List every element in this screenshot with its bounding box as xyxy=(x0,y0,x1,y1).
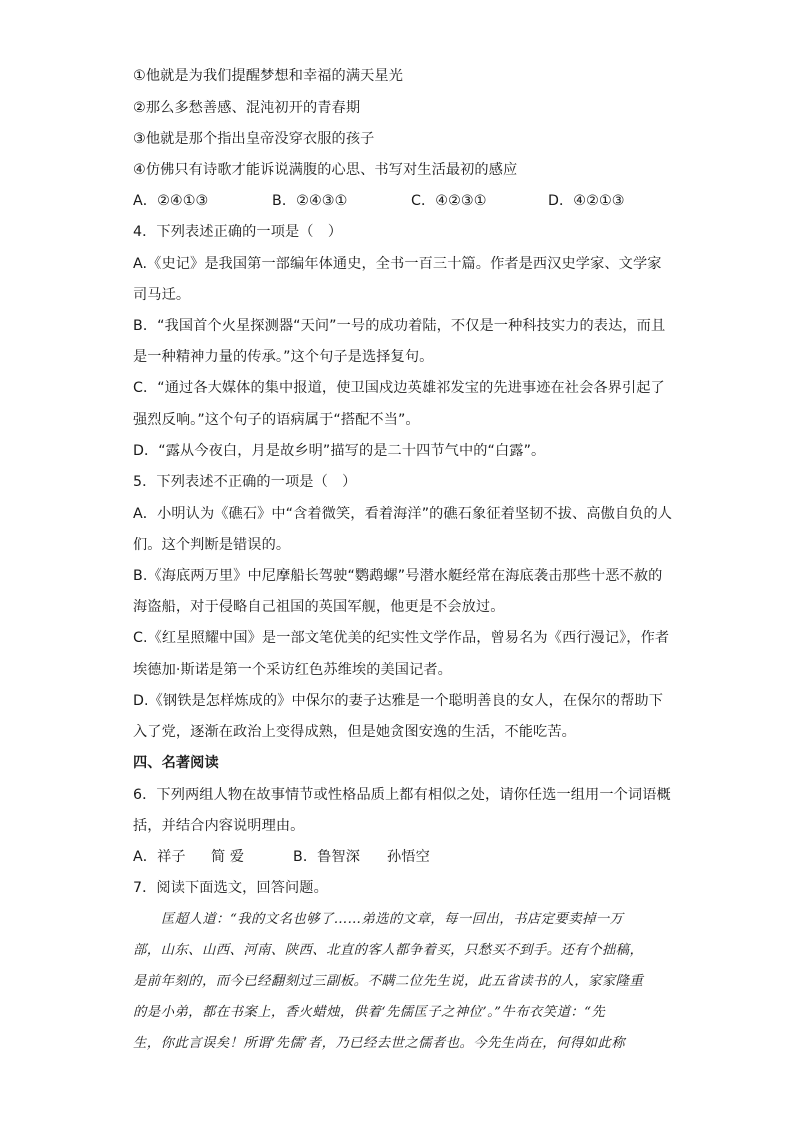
excerpt-line-4: 的是小弟，都在书案上，香火蜡烛，供着‘先儒匡子之神位’。”牛布衣笑道：“先 xyxy=(133,1005,606,1020)
q6-line1: 6．下列两组人物在故事情节或性格品质上都有相似之处，请你任选一组用一个词语概 xyxy=(133,787,671,803)
section-title: 四、名著阅读 xyxy=(133,755,219,771)
q5-option-c-line1: C.《红星照耀中国》是一部文笔优美的纪实性文学作品，曾易名为《西行漫记》，作者 xyxy=(133,630,670,646)
q6-option-b-name: 孙悟空 xyxy=(387,849,430,865)
sentence-1: ①他就是为我们提醒梦想和幸福的满天星光 xyxy=(133,68,403,84)
q5-option-b-line2: 海盗船，对于侵略自己祖国的英国军舰，他更是不会放过。 xyxy=(133,599,505,615)
q6-option-a-name: 简 爱 xyxy=(211,849,245,865)
q4-option-a-line2: 司马迁。 xyxy=(133,287,191,303)
q5-option-a-line1: A．小明认为《礁石》中“含着微笑，看着海洋”的礁石象征着坚韧不拔、高傲自负的人 xyxy=(133,506,673,522)
excerpt-line-5: 生，你此言误矣！所谓‘先儒’者，乃已经去世之儒者也。今先生尚在，何得如此称 xyxy=(133,1036,625,1051)
excerpt-line-1: 匡超人道：“我的文名也够了……弟选的文章，每一回出，书店定要卖掉一万 xyxy=(161,912,624,927)
excerpt-line-2: 部，山东、山西、河南、陕西、北直的客人都争着买，只愁买不到手。还有个拙稿， xyxy=(133,943,644,958)
q5-option-c-line2: 埃德加·斯诺是第一个采访红色苏维埃的美国记者。 xyxy=(133,662,452,678)
q3-option-b: B．②④③① xyxy=(272,193,348,209)
q4-option-c-line2: 强烈反响。”这个句子的语病属于“搭配不当”。 xyxy=(133,412,420,428)
q3-options xyxy=(133,191,625,211)
q3-option-d: D．④②①③ xyxy=(548,193,625,209)
q3-option-a: A．②④①③ xyxy=(133,193,209,209)
excerpt-line-3: 是前年刻的，而今已经翻刻过三副板。不瞒二位先生说，此五省读书的人，家家隆重 xyxy=(133,974,644,989)
q4-option-b-line2: 是一种精神力量的传承。”这个句子是选择复句。 xyxy=(133,349,434,365)
sentence-4: ④仿佛只有诗歌才能诉说满腹的心思、书写对生活最初的感应 xyxy=(133,162,518,178)
q7-stem: 7．阅读下面选文，回答问题。 xyxy=(133,880,328,896)
q3-option-c: C．④②③① xyxy=(411,193,487,209)
q6-line2: 括，并结合内容说明理由。 xyxy=(133,818,305,834)
q4-option-b-line1: B．“我国首个火星探测器“天问”一号的成功着陆，不仅是一种科技实力的表达，而且 xyxy=(133,318,666,334)
q5-option-d-line2: 入了党，逐渐在政治上变得成熟，但是她贪图安逸的生活，不能吃苦。 xyxy=(133,724,576,740)
q6-option-a-label: A．祥子 xyxy=(133,849,186,865)
q6-option-b-label: B．鲁智深 xyxy=(293,849,360,865)
q4-option-a-line1: A.《史记》是我国第一部编年体通史，全书一百三十篇。作者是西汉史学家、文学家 xyxy=(133,256,662,272)
sentence-3: ③他就是那个指出皇帝没穿衣服的孩子 xyxy=(133,131,375,147)
q4-option-c-line1: C．“通过各大媒体的集中报道，使卫国戍边英雄祁发宝的先进事迹在社会各界引起了 xyxy=(133,380,665,396)
q4-stem: 4．下列表述正确的一项是（ ） xyxy=(133,224,343,240)
q5-option-b-line1: B.《海底两万里》中尼摩船长驾驶“鹦鹉螺”号潜水艇经常在海底袭击那些十恶不赦的 xyxy=(133,568,663,584)
q5-option-d-line1: D.《钢铁是怎样炼成的》中保尔的妻子达雅是一个聪明善良的女人，在保尔的帮助下 xyxy=(133,693,663,709)
q5-stem: 5．下列表述不正确的一项是（ ） xyxy=(133,474,357,490)
q4-option-d: D．“露从今夜白，月是故乡明”描写的是二十四节气中的“白露”。 xyxy=(133,443,546,459)
q5-option-a-line2: 们。这个判断是错误的。 xyxy=(133,537,291,553)
sentence-2: ②那么多愁善感、混沌初开的青春期 xyxy=(133,100,361,116)
q6-options xyxy=(133,847,430,867)
